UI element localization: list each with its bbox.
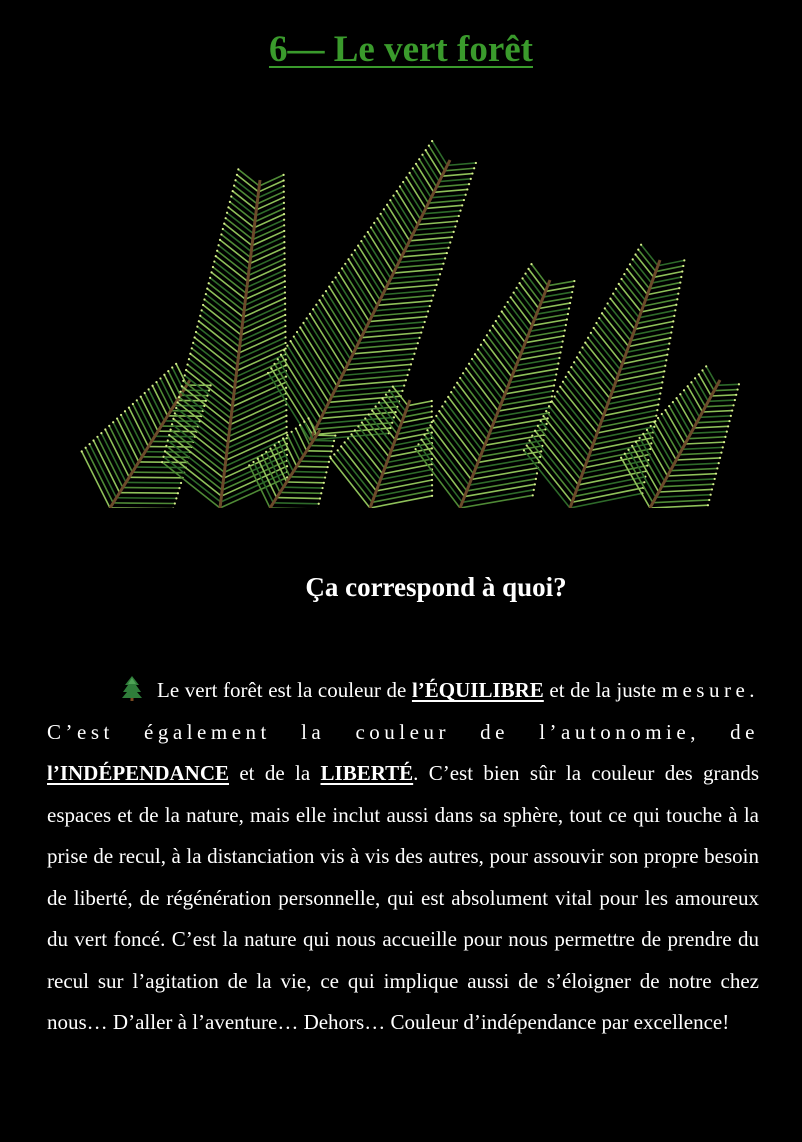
keyword-liberte: LIBERTÉ: [320, 761, 414, 785]
paragraph-text-4: et de la: [239, 761, 311, 785]
paragraph-text-5: . C’est bien sûr la couleur des grands espaces et de la nature, mais elle inclut aussi dans sa sphère, tout ce qui touche à la prise de recul, à la distanciation vis à vis des autres, pour assouvir son propre besoin de liberté, de régénération personnelle, qui est absolument vital pour les amoureux du vert foncé. C’est la nature qui nous accueille pour nous permettre de prendre du recul sur l’agitation de la vie, ce qui implique aussi de s’éloigner de notre chez nous… D’aller à l’aventure… Dehors… Couleur d’indépendance par excellence!: [47, 761, 760, 1034]
keyword-equilibre: l’ÉQUILIBRE: [411, 678, 544, 702]
evergreen-tree-icon: [119, 675, 145, 701]
paragraph-text-3: mesure. C’est également la couleur de l’autonomie, de: [47, 678, 760, 744]
paragraph-text-2: et de la juste: [549, 678, 657, 702]
section-heading: Ça correspond à quoi?: [305, 572, 567, 602]
fir-branches-photo: [70, 140, 740, 508]
fir-branch: [267, 140, 477, 440]
body-paragraph: [47, 670, 759, 1044]
page-title: 6— Le vert forêt: [268, 29, 533, 70]
paragraph-text-1: Le vert forêt est la couleur de: [157, 678, 407, 702]
fir-branch: [330, 385, 433, 508]
fir-branch: [248, 417, 336, 508]
keyword-independance: l’INDÉPENDANCE: [47, 761, 230, 785]
fir-branch: [414, 263, 575, 508]
